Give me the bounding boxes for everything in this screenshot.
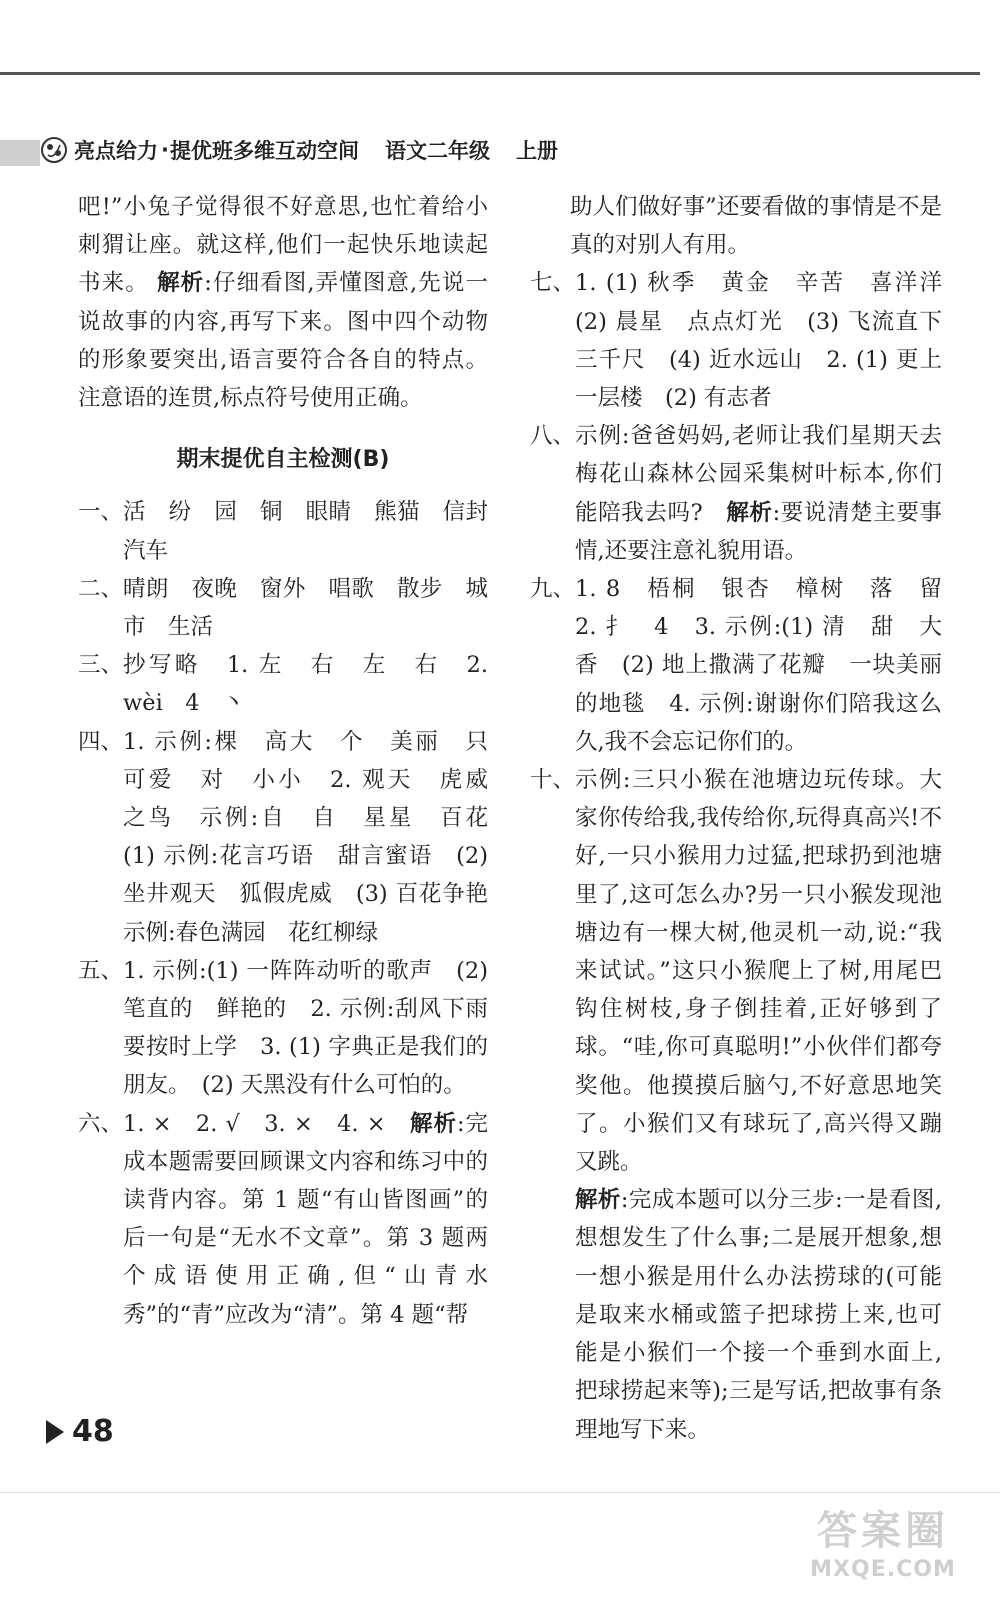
header-brand: 亮点给力 xyxy=(74,139,158,163)
header-volume: 上册 xyxy=(515,139,558,163)
item6-answers: 1. × 2. √ 3. × 4. × xyxy=(123,1110,410,1137)
bottom-rule xyxy=(0,1492,1000,1493)
item-number: 十、 xyxy=(530,767,576,794)
watermark-main: 答案圈 xyxy=(817,1508,949,1554)
item-text xyxy=(123,1105,488,1334)
header-separator: · xyxy=(161,138,169,162)
item-text xyxy=(575,417,942,570)
item-number: 一、 xyxy=(78,499,124,526)
item-number: 八、 xyxy=(530,423,576,450)
answer-item xyxy=(530,570,965,761)
item-text: 1. 示例:(1) 一阵阵动听的歌声 (2) 笔直的 鲜艳的 2. 示例:刮风下雨 要按时上学 3. (1) 字典正是我们的朋友。 (2) 天黑没有什么可怕的。 xyxy=(123,957,511,1099)
item-number: 九、 xyxy=(530,576,576,603)
intro-line: 着给小刺猬让座。就这样,他们一 xyxy=(78,194,488,259)
brand-logo-icon xyxy=(40,136,68,164)
jiexi-text: :要说清楚主要事情,还要注意礼貌用语。 xyxy=(575,499,942,564)
intro-line: 吧!”小兔子觉得很不好意思,也忙 xyxy=(78,194,418,220)
header-series: 提优班多维互动空间 xyxy=(169,139,359,163)
item-text: 抄写略 1. 左 右 左 右 2. wèi 4 丶 xyxy=(123,652,488,717)
section-title: 期末提优自主检测(B) xyxy=(176,447,390,473)
watermark xyxy=(778,1506,988,1592)
answer-item xyxy=(78,723,511,952)
header-accent-bar xyxy=(0,140,40,166)
intro-paragraph xyxy=(78,188,488,417)
item-number: 二、 xyxy=(78,575,124,602)
item-number: 三、 xyxy=(78,652,124,679)
item-text: 1. (1) 秋季 黄金 辛苦 喜洋洋 (2) 晨星 点点灯光 (3) 飞流直下三千尺 (4) 近水远山 2. (1) 更上一层楼 (2) 有志者 xyxy=(575,270,965,412)
answer-item xyxy=(530,417,942,570)
page-triangle-icon xyxy=(46,1420,64,1444)
right-column xyxy=(530,188,965,1449)
jiexi-label: 解析 xyxy=(410,1110,457,1137)
answer-item xyxy=(78,952,511,1105)
jiexi-text: :完成本题需要回顾课文内容和练习中的读背内容。第 1 题“有山皆图画”的后一句是“无水不文章”。第 3 题两个成语使用正确,但“山青水秀”的“青”应改为“清”。第 4 题“帮 xyxy=(123,1110,488,1328)
item-text xyxy=(575,761,942,1449)
answer-item xyxy=(78,1105,488,1334)
item-number: 七、 xyxy=(530,270,576,297)
item-number: 五、 xyxy=(78,957,124,984)
answer-item xyxy=(78,570,488,646)
answer-item xyxy=(78,493,511,569)
answer-item xyxy=(530,264,965,417)
jiexi-label: 解析 xyxy=(726,499,773,526)
jiexi-text: :仔细看图,弄懂图意,先说一说故事的内容,再写下来。图中四个动物的形象要突出,语言要符合各自的特点。注意语的连贯,标点符号使用正确。 xyxy=(78,270,488,412)
answer-item xyxy=(530,761,942,1449)
header-subject: 语文二年级 xyxy=(384,139,490,163)
page-number-text: 48 xyxy=(72,1414,114,1449)
item-text: 晴朗 夜晚 窗外 唱歌 散步 城市 生活 xyxy=(123,575,488,641)
item-text: 活 纷 园 铜 眼睛 熊猫 信封 汽车 xyxy=(123,499,511,564)
jiexi-text: :完成本题可以分三步:一是看图,想想发生了什么事;二是展开想象,想一想小猴是用什么办法捞球的(可能是取来水桶或篮子把球捞上来,也可能是小猴们一个接一个垂到水面上,把球捞起来等);三是写话,把故事有条理地写下来。 xyxy=(575,1187,942,1443)
jiexi-label: 解析 xyxy=(575,1187,621,1214)
top-rule xyxy=(0,72,980,75)
page-number xyxy=(46,1414,114,1449)
intro-line: 起快乐地读起书来。 xyxy=(78,232,488,297)
item8-text: 示例:爸爸妈妈,老师让我们星期天去梅花山森林公园采集树叶标本,你们能陪我去吗? xyxy=(575,423,942,526)
item-text: 1. 8 梧桐 银杏 樟树 落 留 2. 扌 4 3. 示例:(1) 清 甜 大 香 (2) 地上撒满了花瓣 一块美丽的地毯 4. 示例:谢谢你们陪我这么久,我不会忘记你们的。 xyxy=(575,576,965,755)
jiexi-label: 解析 xyxy=(157,270,205,297)
watermark-sub: MXQE.COM xyxy=(810,1557,956,1582)
item10-text: 示例:三只小猴在池塘边玩传球。大家你传给我,我传给你,玩得真高兴!不好,一只小猴用力过猛,把球扔到池塘里了,这可怎么办?另一只小猴发现池塘边有一棵大树,他灵机一动,说:“我来试试。”这只小猴爬上了树,用尾巴钩住树枝,身子倒挂着,正好够到了球。“哇,你可真聪明!”小伙伴们都夸奖他。他摸摸后脑勺,不好意思地笑了。小猴们又有球玩了,高兴得又蹦又跳。 xyxy=(575,767,942,1176)
answer-item xyxy=(78,646,488,722)
item-number: 六、 xyxy=(78,1110,124,1137)
continuation-text: 助人们做好事”还要看做的事情是不是真的对别人有用。 xyxy=(570,194,942,259)
item-text: 1. 示例:棵 高大 个 美丽 只 可爱 对 小小 2. 观天 虎威 之鸟 示例:自 自 星星 百花 (1) 示例:花言巧语 甜言蜜语 (2) 坐井观天 狐假虎威 (3) 百花争艳 示例:春色满园 花红柳绿 xyxy=(123,728,511,946)
left-column xyxy=(78,188,511,1334)
item-number: 四、 xyxy=(78,728,124,755)
page-header xyxy=(40,130,558,170)
